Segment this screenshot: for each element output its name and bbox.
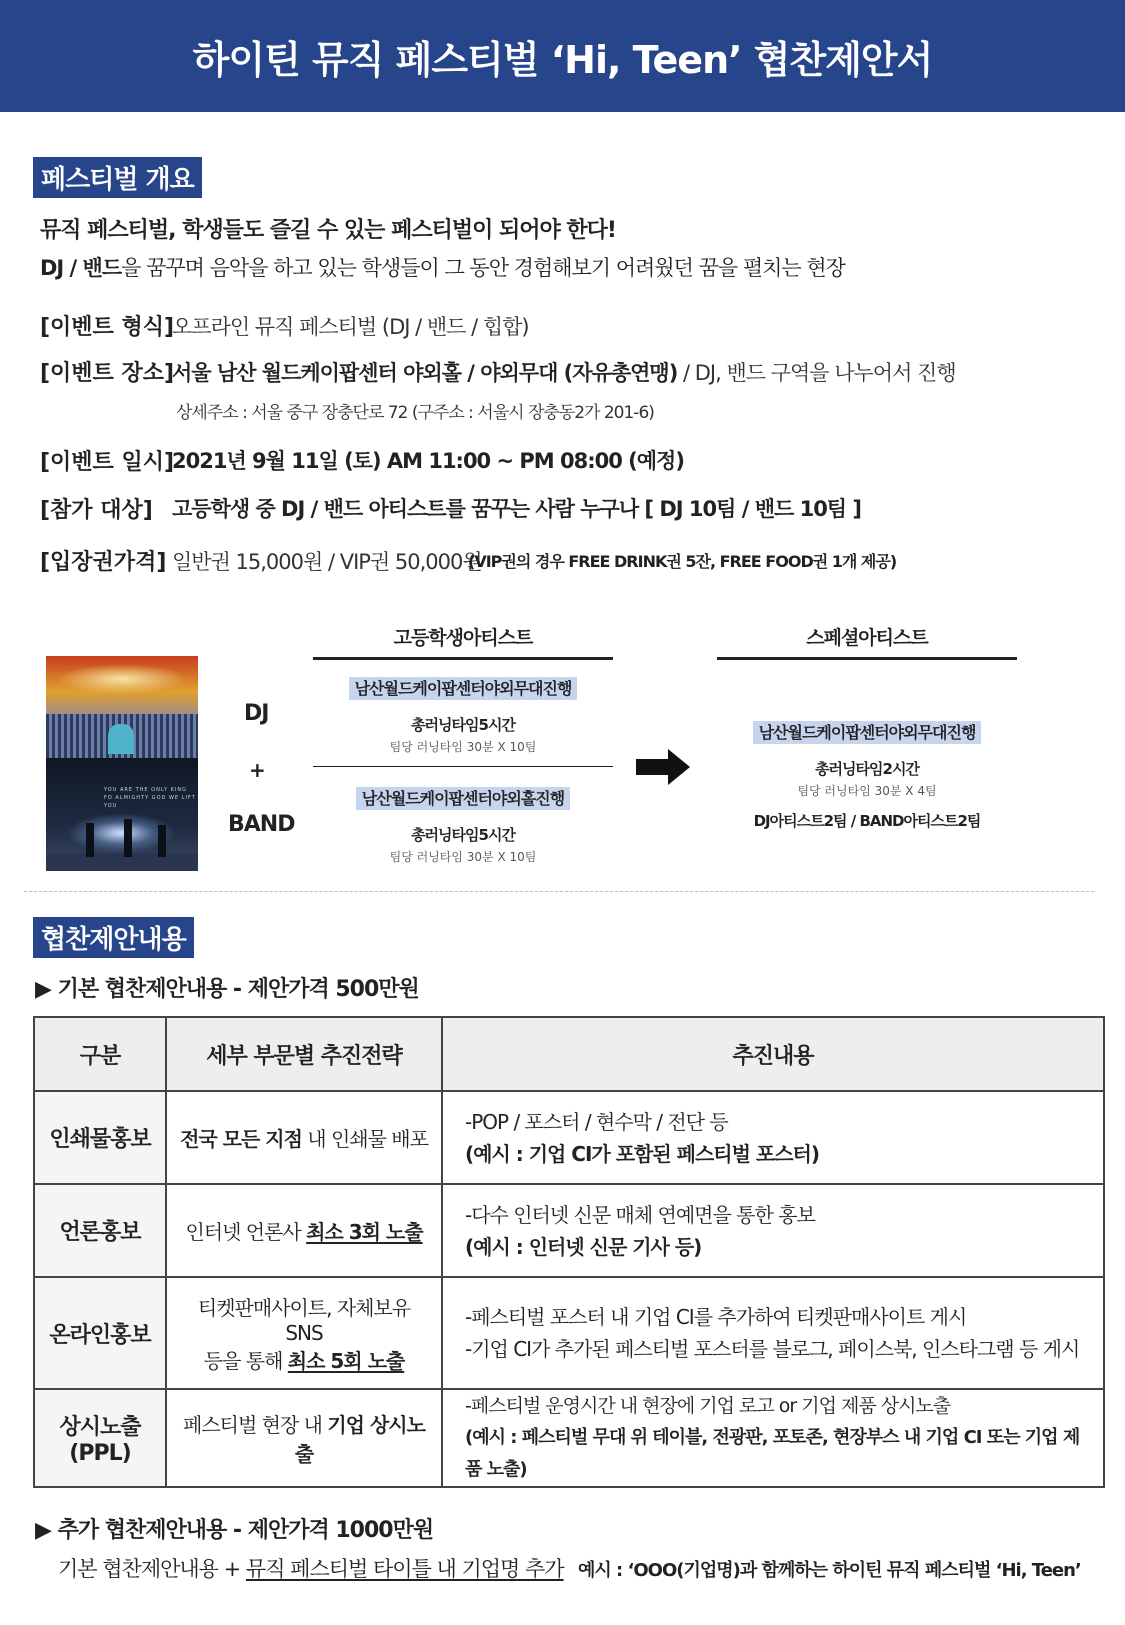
sponsor-table — [33, 1016, 1105, 1488]
row-category: 온라인홍보 — [34, 1277, 166, 1389]
label-ticket-price: [입장권가격] — [40, 550, 167, 575]
overview-slogan: 뮤직 페스티벌, 학생들도 즐길 수 있는 페스티벌이 되어야 한다! — [40, 218, 616, 243]
section-separator — [24, 891, 1094, 892]
col-header-content: 추진내용 — [442, 1017, 1104, 1091]
row-category: 언론홍보 — [34, 1184, 166, 1277]
section-tag-sponsor: 협찬제안내용 — [33, 917, 194, 958]
value-ticket-price: 일반권 15,000원 / VIP권 50,000원 — [172, 550, 482, 574]
table-row — [34, 1091, 1104, 1184]
row-strategy: 전국 모든 지점 내 인쇄물 배포 — [166, 1091, 442, 1184]
table-row — [34, 1184, 1104, 1277]
section-tag-overview: 페스티벌 개요 — [33, 157, 202, 198]
value-event-place: 서울 남산 월드케이팝센터 야외홀 / 야외무대 (자유총연맹) / DJ, 밴드 구역을 나누어서 진행 — [172, 361, 956, 385]
row-content: -페스티벌 운영시간 내 현장에 기업 로고 or 기업 제품 상시노출 (예시 : 페스티벌 무대 위 테이블, 전광판, 포토존, 현장부스 내 기업 CI 또는 기업 제품 노출) — [442, 1389, 1104, 1487]
student-block-2-detail: 팀당 러닝타임 30분 X 10팀 — [389, 850, 537, 864]
student-block-1: 남산월드케이팝센터야외무대진행 — [313, 676, 613, 699]
student-block-1-total: 총러닝타임5시간 — [411, 716, 515, 734]
row-strategy: 인터넷 언론사 최소 3회 노출 — [166, 1184, 442, 1277]
extra-proposal-example: 예시 : ‘OOO(기업명)과 함께하는 하이틴 뮤직 페스티벌 ‘Hi, Teen’ — [578, 1560, 1081, 1581]
label-event-place: [이벤트 장소] — [40, 361, 175, 386]
row-strategy: 티켓판매사이트, 자체보유 SNS 등을 통해 최소 5회 노출 — [166, 1277, 442, 1389]
table-header-row — [34, 1017, 1104, 1091]
special-artist-title: 스페셜아티스트 — [806, 627, 928, 649]
value-ticket-note: (VIP권의 경우 FREE DRINK권 5잔, FREE FOOD권 1개 제공) — [468, 552, 897, 571]
row-content: -페스티벌 포스터 내 기업 CI를 추가하여 티켓판매사이트 게시 -기업 CI가 추가된 페스티벌 포스터를 블로그, 페이스북, 인스타그램 등 게시 — [442, 1277, 1104, 1389]
col-header-strategy: 세부 부문별 추진전략 — [166, 1017, 442, 1091]
value-event-address: 상세주소 : 서울 중구 장충단로 72 (구주소 : 서울시 장충동2가 201-6) — [176, 403, 654, 423]
col-header-category: 구분 — [34, 1017, 166, 1091]
row-content: -다수 인터넷 신문 매체 연예면을 통한 홍보 (예시 : 인터넷 신문 기사 등) — [442, 1184, 1104, 1277]
special-detail: 팀당 러닝타임 30분 X 4팀 — [797, 784, 937, 798]
header-banner — [0, 0, 1125, 112]
student-block-2: 남산월드케이팝센터야외홀진행 — [313, 786, 613, 809]
label-band: BAND — [228, 812, 295, 837]
label-plus: + — [249, 758, 266, 782]
row-category: 상시노출 (PPL) — [34, 1389, 166, 1487]
page-title: 하이틴 뮤직 페스티벌 ‘Hi, Teen’ 협찬제안서 — [192, 37, 933, 82]
right-arrow-icon — [636, 747, 692, 787]
student-title-rule — [313, 657, 613, 660]
special-total: 총러닝타임2시간 — [815, 760, 919, 778]
special-title-rule — [717, 657, 1017, 660]
label-event-date: [이벤트 일시] — [40, 450, 175, 475]
row-category: 인쇄물홍보 — [34, 1091, 166, 1184]
special-teams: DJ아티스트2팀 / BAND아티스트2팀 — [753, 812, 981, 830]
label-target: [참가 대상] — [40, 498, 153, 523]
overview-description: DJ / 밴드을 꿈꾸며 음악을 하고 있는 학생들이 그 동안 경험해보기 어려웠던 꿈을 펼치는 현장 — [40, 256, 845, 280]
extra-proposal-desc: 기본 협찬제안내용 + 뮤직 페스티벌 타이틀 내 기업명 추가 — [58, 1557, 564, 1581]
value-target: 고등학생 중 DJ / 밴드 아티스트를 꿈꾸는 사람 누구나 [ DJ 10팀 / 밴드 10팀 ] — [172, 497, 862, 521]
student-block-2-total: 총러닝타임5시간 — [411, 826, 515, 844]
table-row — [34, 1389, 1104, 1487]
special-block: 남산월드케이팝센터야외무대진행 — [717, 720, 1017, 743]
value-event-type: 오프라인 뮤직 페스티벌 (DJ / 밴드 / 힙합) — [172, 315, 529, 339]
table-row — [34, 1277, 1104, 1389]
student-divider — [313, 766, 613, 767]
basic-proposal-title: ▶ 기본 협찬제안내용 - 제안가격 500만원 — [35, 977, 419, 1002]
festival-crowd-photo — [46, 656, 198, 758]
row-strategy: 페스티벌 현장 내 기업 상시노출 — [166, 1389, 442, 1487]
band-stage-photo: YOU ARE THE ONLY KING FO ALMIGHTY GOD WE LIFT YOU — [46, 758, 198, 871]
value-event-date: 2021년 9월 11일 (토) AM 11:00 ~ PM 08:00 (예정) — [172, 449, 684, 473]
student-block-1-detail: 팀당 러닝타임 30분 X 10팀 — [389, 740, 537, 754]
label-dj: DJ — [244, 701, 269, 726]
label-event-type: [이벤트 형식] — [40, 315, 175, 340]
extra-proposal-title: ▶ 추가 협찬제안내용 - 제안가격 1000만원 — [35, 1518, 434, 1543]
row-content: -POP / 포스터 / 현수막 / 전단 등 (예시 : 기업 CI가 포함된 페스티벌 포스터) — [442, 1091, 1104, 1184]
student-artist-title: 고등학생아티스트 — [393, 627, 533, 649]
